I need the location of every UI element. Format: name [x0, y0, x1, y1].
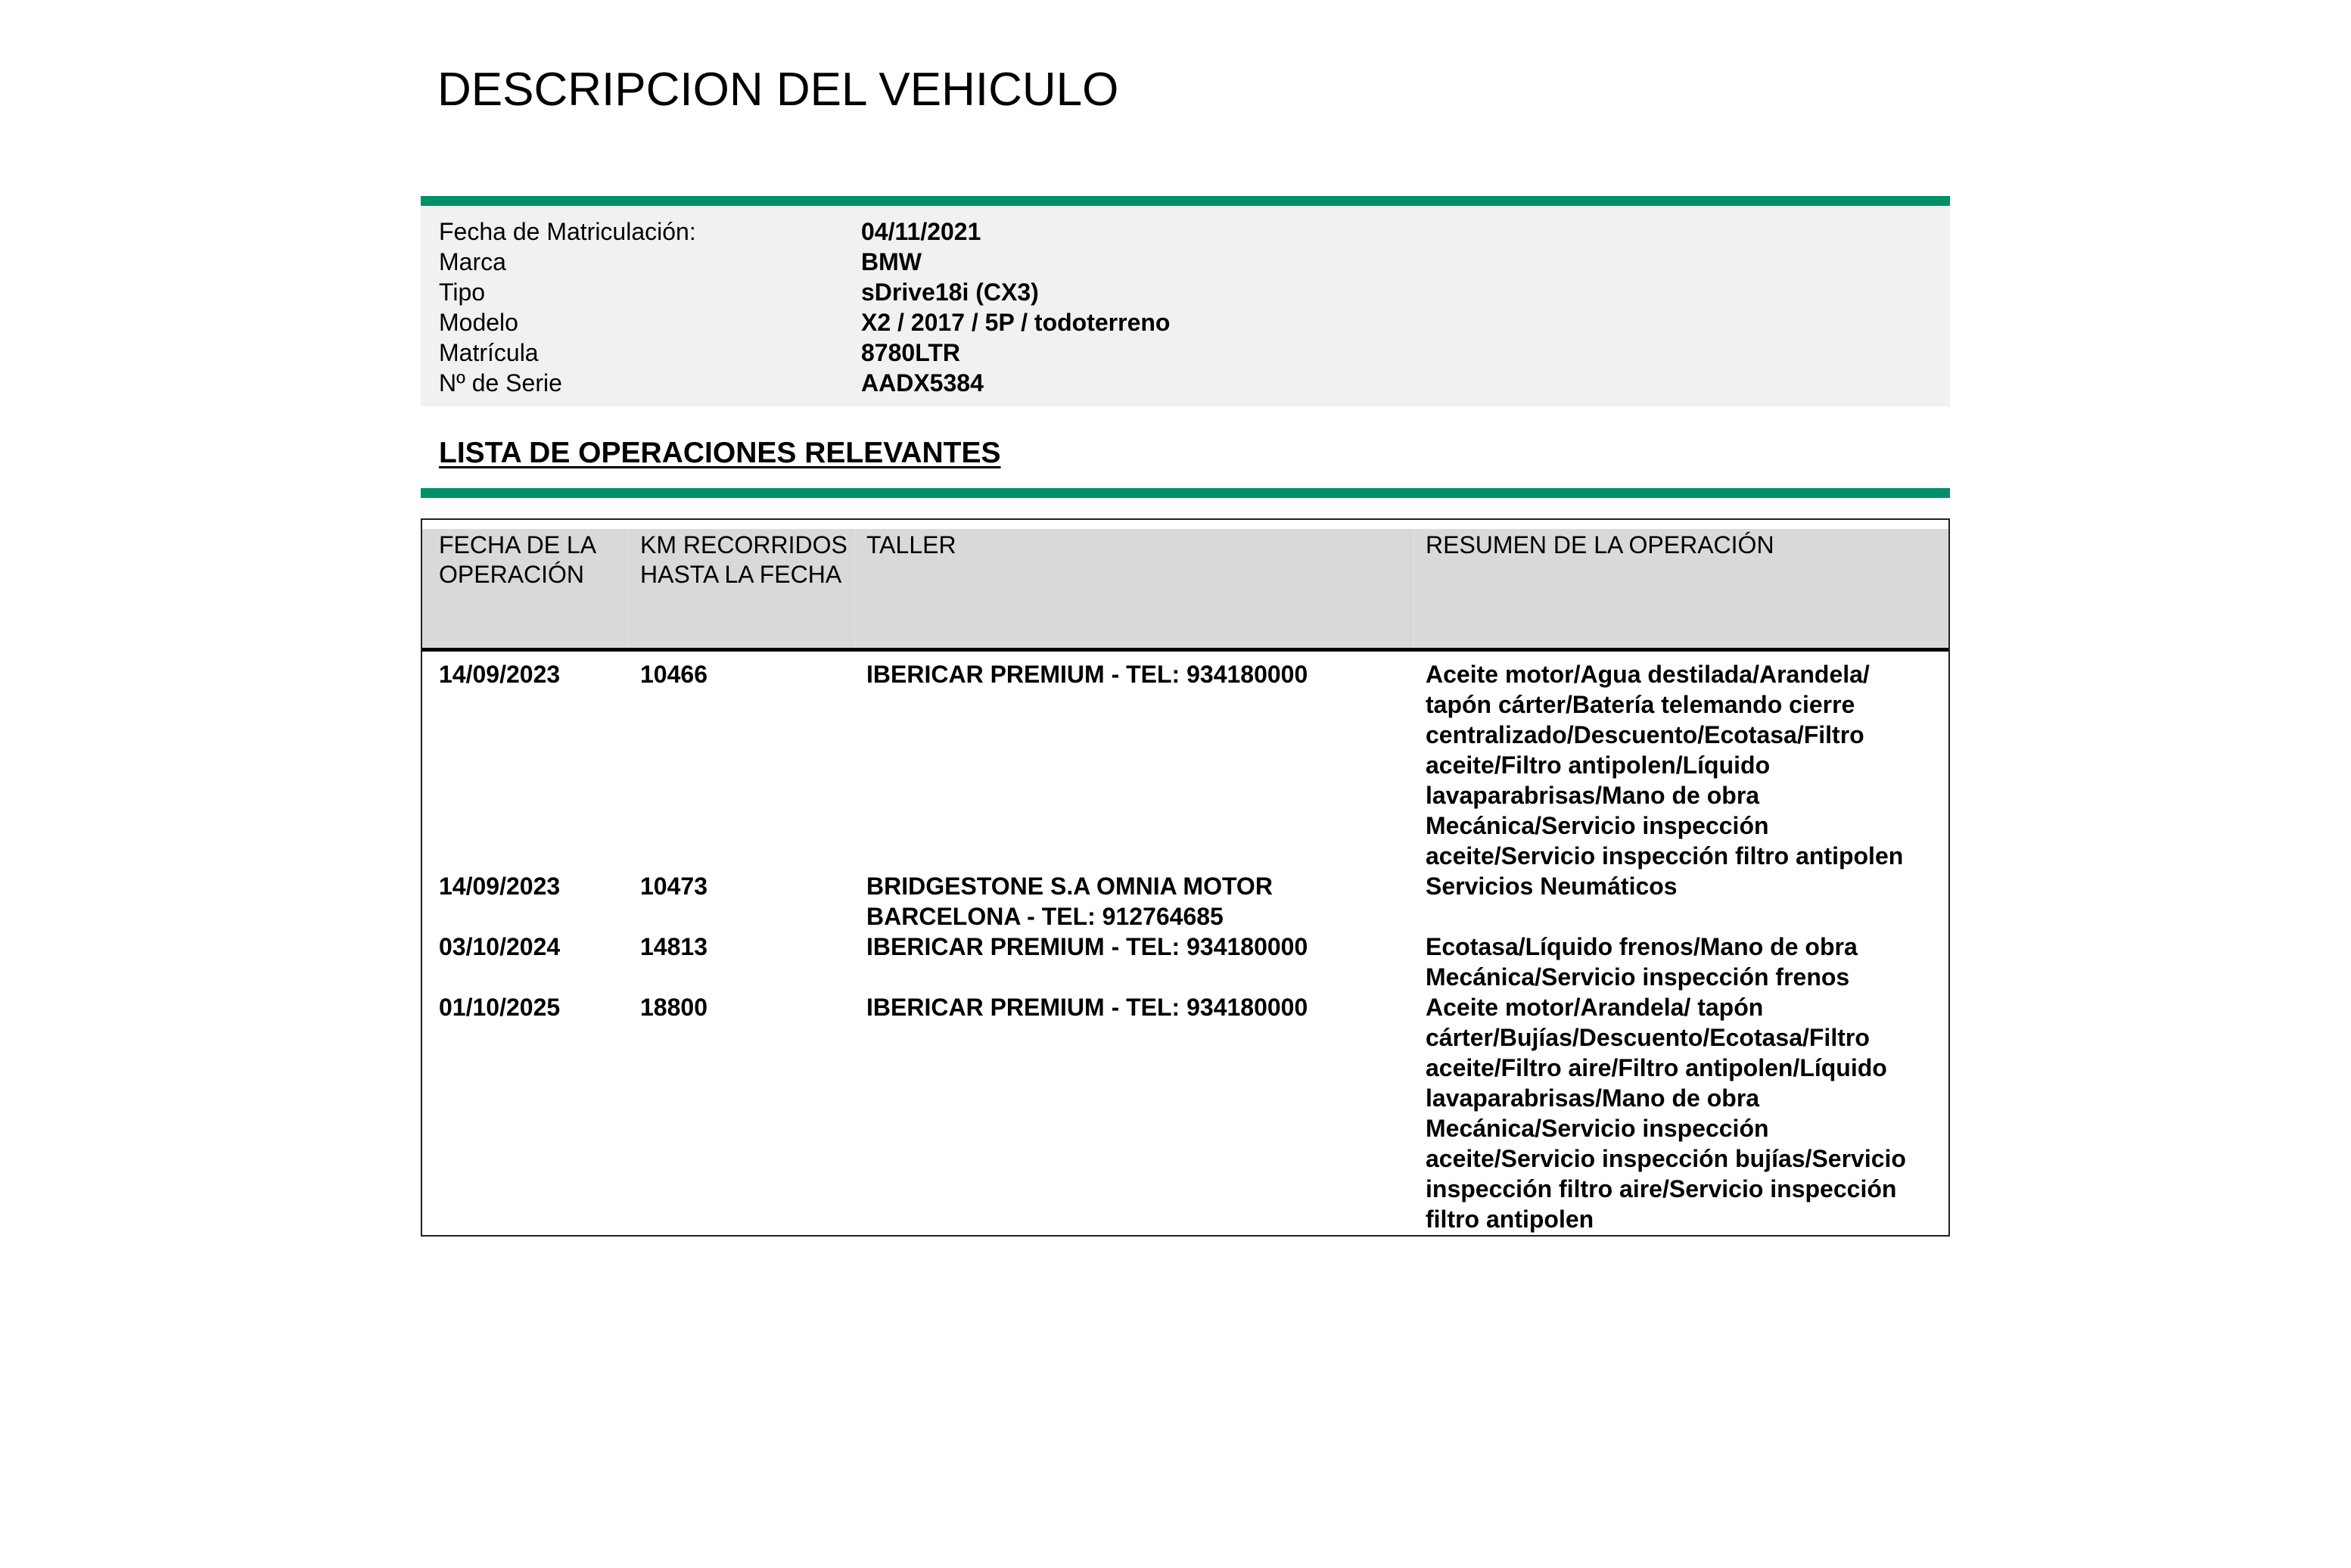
info-label: Fecha de Matriculación: — [439, 218, 696, 245]
cell-resumen: Ecotasa/Líquido frenos/Mano de obra Mecánica/Servicio inspección frenos — [1426, 933, 1858, 991]
cell-resumen: Aceite motor/Agua destilada/Arandela/ tapón cárter/Batería telemando cierre centralizado/Descuento/Ecotasa/Filtro aceite/Filtro antipolen/Líquido lavaparabrisas/Mano de obra Mecánica/Servicio inspección aceite/Servicio inspección filtro antipolen — [1426, 661, 1904, 870]
table-header — [422, 529, 1948, 652]
info-value: 04/11/2021 — [861, 218, 981, 245]
column-divider — [854, 529, 855, 648]
info-value: BMW — [861, 248, 922, 275]
cell-km: 14813 — [640, 933, 707, 960]
column-header-km: KM RECORRIDOS HASTA LA FECHA — [640, 531, 847, 588]
info-row-marca — [421, 247, 1950, 277]
cell-taller: IBERICAR PREMIUM - TEL: 934180000 — [866, 933, 1308, 960]
info-value: X2 / 2017 / 5P / todoterreno — [861, 309, 1171, 336]
cell-fecha: 14/09/2023 — [439, 873, 561, 900]
info-row-modelo — [421, 307, 1950, 338]
info-row-matricula — [421, 338, 1950, 368]
operations-table — [421, 518, 1950, 1237]
cell-taller: IBERICAR PREMIUM - TEL: 934180000 — [866, 661, 1308, 688]
info-label: Marca — [439, 248, 506, 275]
table-row — [422, 659, 1948, 871]
column-header-fecha: FECHA DE LA OPERACIÓN — [439, 531, 596, 588]
info-row-fecha-matriculacion — [421, 216, 1950, 247]
table-row — [422, 871, 1948, 932]
accent-divider-top — [421, 196, 1950, 206]
cell-fecha: 03/10/2024 — [439, 933, 561, 960]
table-row — [422, 932, 1948, 992]
info-label: Matrícula — [439, 339, 539, 366]
cell-resumen: Servicios Neumáticos — [1426, 873, 1678, 900]
cell-fecha: 14/09/2023 — [439, 661, 561, 688]
cell-taller: BRIDGESTONE S.A OMNIA MOTOR BARCELONA - TEL: 912764685 — [866, 873, 1273, 930]
page-title: DESCRIPCION DEL VEHICULO — [437, 64, 1119, 116]
info-value: 8780LTR — [861, 339, 961, 366]
cell-km: 18800 — [640, 994, 707, 1021]
info-row-numero-serie — [421, 368, 1950, 398]
column-header-resumen: RESUMEN DE LA OPERACIÓN — [1426, 531, 1774, 558]
info-label: Nº de Serie — [439, 369, 562, 397]
column-divider — [1413, 529, 1414, 648]
info-label: Modelo — [439, 309, 518, 336]
cell-km: 10473 — [640, 873, 707, 900]
cell-resumen: Aceite motor/Arandela/ tapón cárter/Bujías/Descuento/Ecotasa/Filtro aceite/Filtro aire/Filtro antipolen/Líquido lavaparabrisas/Mano de obra Mecánica/Servicio inspección aceite/Servicio inspección bujías/Servicio inspección filtro aire/Servicio inspección filtro antipolen — [1426, 994, 1906, 1233]
info-value: sDrive18i (CX3) — [861, 278, 1039, 306]
column-header-taller: TALLER — [866, 531, 956, 558]
accent-divider-bottom — [421, 488, 1950, 498]
cell-km: 10466 — [640, 661, 707, 688]
cell-taller: IBERICAR PREMIUM - TEL: 934180000 — [866, 994, 1308, 1021]
info-label: Tipo — [439, 278, 486, 306]
section-title: LISTA DE OPERACIONES RELEVANTES — [439, 437, 1001, 469]
info-row-tipo — [421, 277, 1950, 307]
table-row — [422, 992, 1948, 1234]
table-body — [422, 659, 1948, 1234]
vehicle-info-panel — [421, 206, 1950, 406]
cell-fecha: 01/10/2025 — [439, 994, 561, 1021]
info-value: AADX5384 — [861, 369, 984, 397]
